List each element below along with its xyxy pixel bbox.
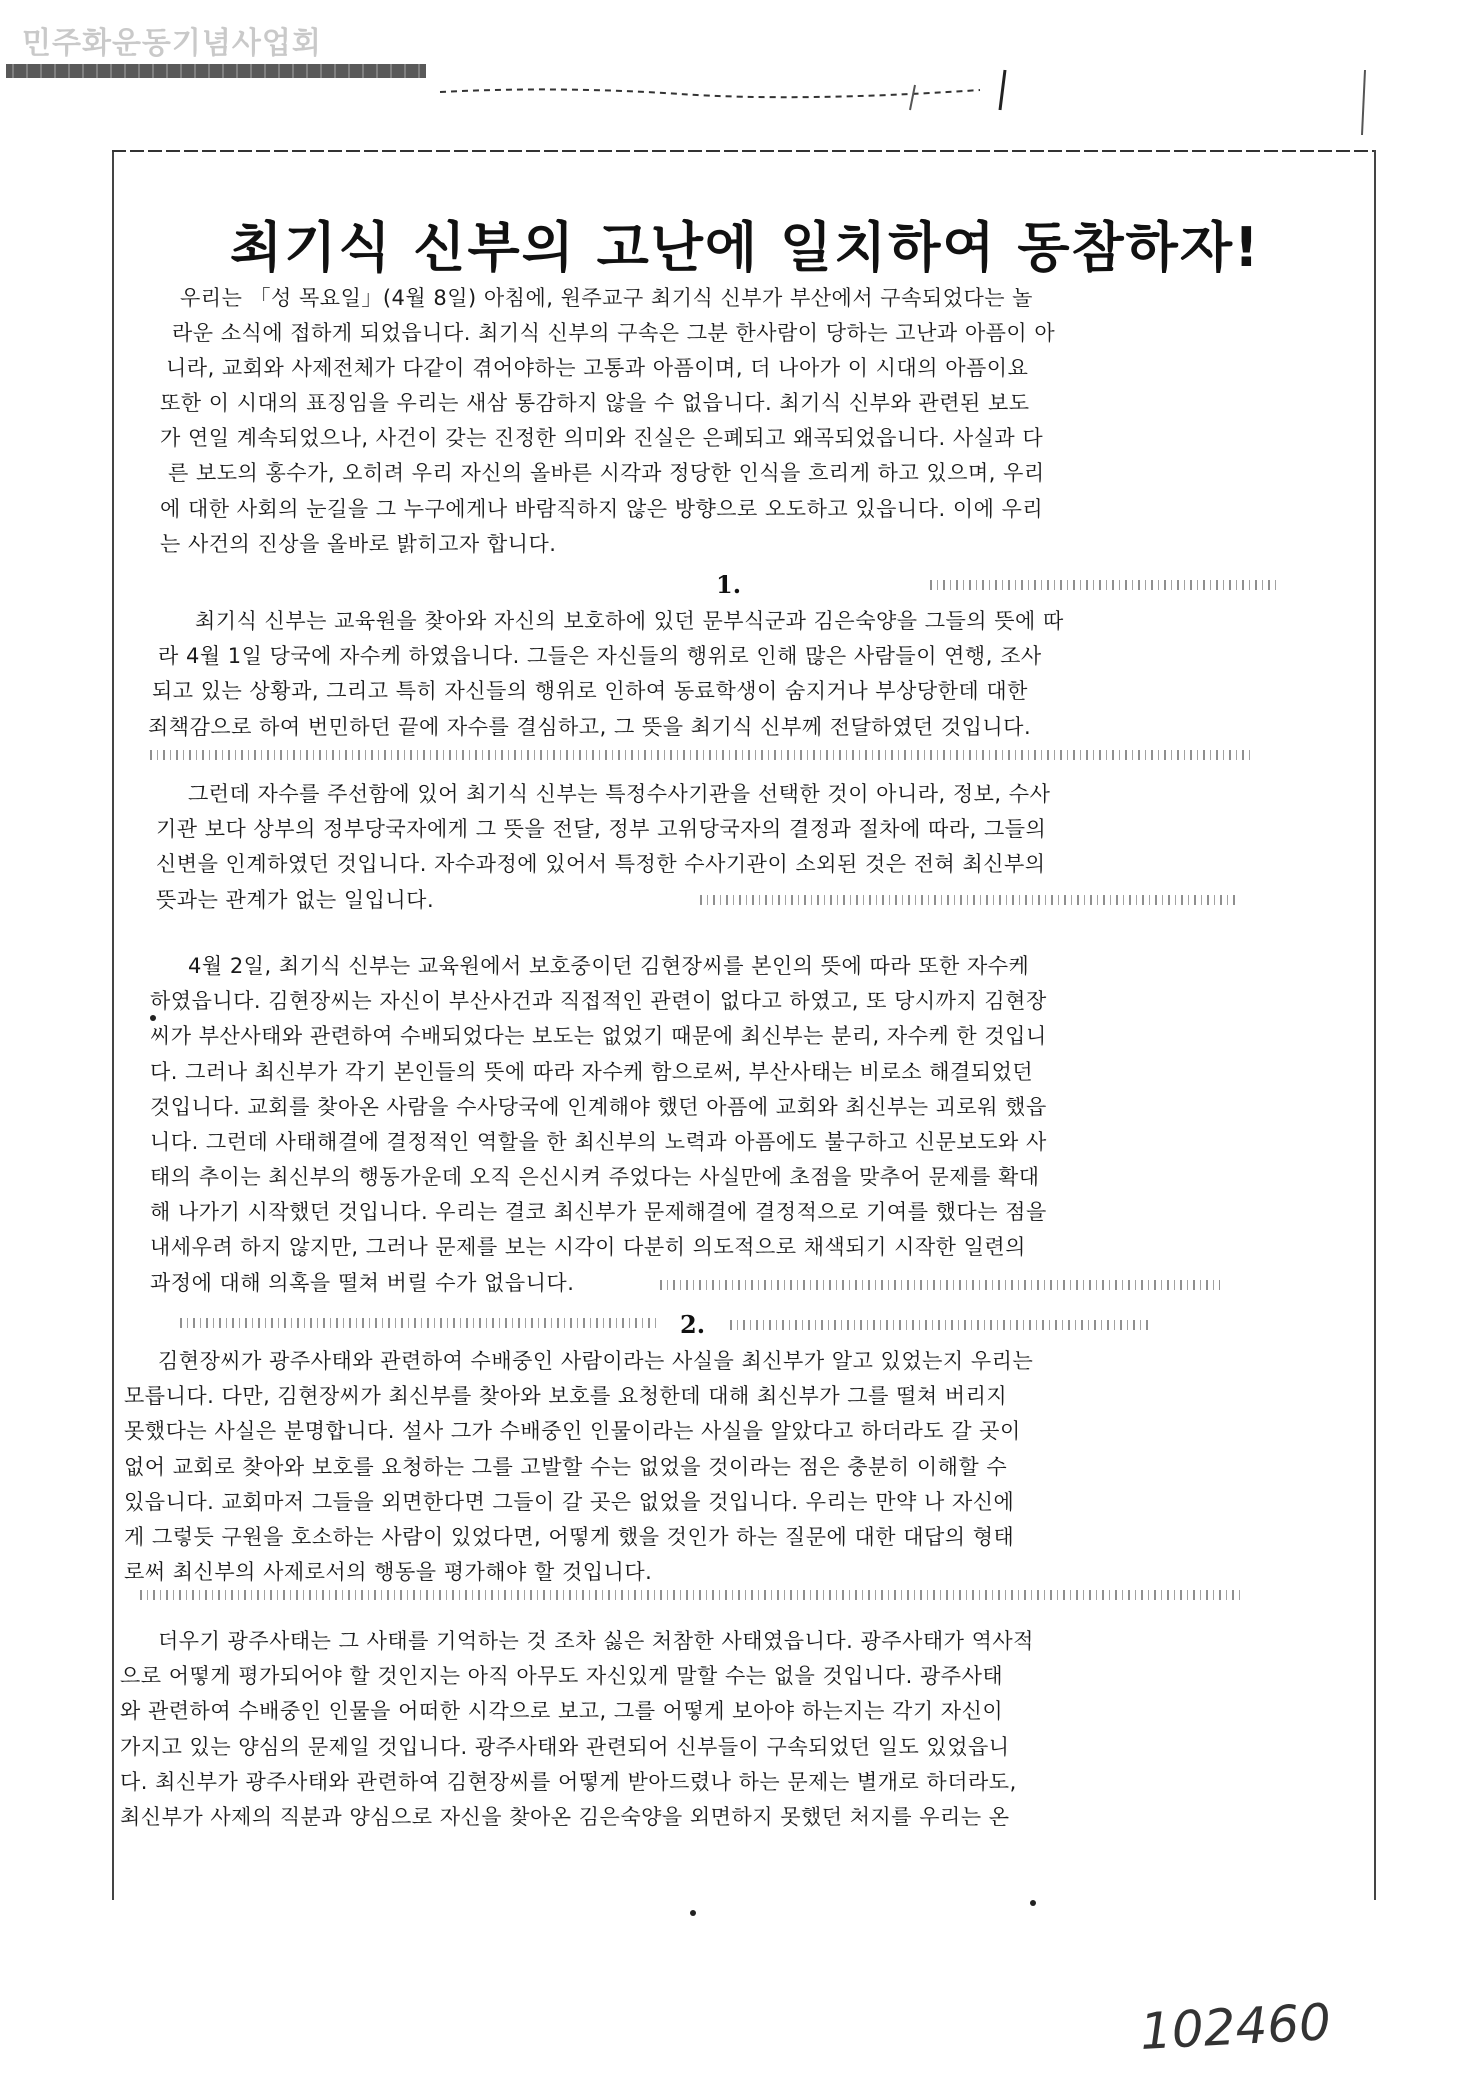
section1-line: 되고 있는 상황과, 그리고 특히 자신들의 행위로 인하여 동료학생이 숨지거나 부상당한데 대한: [152, 679, 1028, 703]
intro-line: 또한 이 시대의 표징임을 우리는 새삼 통감하지 않을 수 없읍니다. 최기식 신부와 관련된 보도: [160, 391, 1030, 415]
section1-line: 다. 그러나 최신부가 각기 본인들의 뜻에 따라 자수케 함으로써, 부산사태는 비로소 해결되었던: [150, 1060, 1034, 1084]
section1-line: 태의 추이는 최신부의 행동가운데 오직 은신시켜 주었다는 사실만에 초점을 맞추어 문제를 확대: [150, 1165, 1040, 1189]
section1-line: 최기식 신부는 교육원을 찾아와 자신의 보호하에 있던 문부식군과 김은숙양을 그들의 뜻에 따: [195, 609, 1064, 633]
scan-noise: [930, 580, 1280, 590]
section2-line: 게 그렇듯 구원을 호소하는 사람이 있었다면, 어떻게 했을 것인가 하는 질문에 대한 대답의 형태: [124, 1525, 1015, 1549]
document-title: 최기식 신부의 고난에 일치하여 동참하자!: [230, 216, 1261, 279]
section1-line: 니다. 그런데 사태해결에 결정적인 역할을 한 최신부의 노력과 아픔에도 불구하고 신문보도와 사: [150, 1130, 1047, 1154]
section1-line: 과정에 대해 의혹을 떨쳐 버릴 수가 없읍니다.: [150, 1271, 575, 1295]
section1-line: 죄책감으로 하여 번민하던 끝에 자수를 결심하고, 그 뜻을 최기식 신부께 전달하였던 것입니다.: [148, 715, 1032, 739]
scan-noise: [730, 1320, 1150, 1330]
intro-line: 니라, 교회와 사제전체가 다같이 겪어야하는 고통과 아픔이며, 더 나아가 이 시대의 아픔이요: [166, 356, 1029, 380]
section1-line: 해 나가기 시작했던 것입니다. 우리는 결코 최신부가 문제해결에 결정적으로 기여를 했다는 점을: [150, 1200, 1047, 1224]
section2-line: 으로 어떻게 평가되어야 할 것인지는 아직 아무도 자신있게 말할 수는 없을 것입니다. 광주사태: [120, 1664, 1004, 1688]
intro-line: 는 사건의 진상을 올바로 밝히고자 합니다.: [160, 532, 557, 556]
section1-line: 기관 보다 상부의 정부당국자에게 그 뜻을 전달, 정부 고위당국자의 결정과 절차에 따라, 그들의: [156, 817, 1047, 841]
section1-line: 라 4월 1일 당국에 자수케 하였읍니다. 그들은 자신들의 행위로 인해 많은 사람들이 연행, 조사: [158, 644, 1042, 668]
section2-line: 없어 교회로 찾아와 보호를 요청하는 그를 고발할 수는 없었을 것이라는 점은 충분히 이해할 수: [124, 1455, 1008, 1479]
section1-line: 것입니다. 교회를 찾아온 사람을 수사당국에 인계해야 했던 아픔에 교회와 최신부는 괴로워 했읍: [150, 1095, 1047, 1119]
section2-line: 와 관련하여 수배중인 인물을 어떠한 시각으로 보고, 그를 어떻게 보아야 하는지는 각기 자신이: [120, 1699, 1004, 1723]
section2-line: 김현장씨가 광주사태와 관련하여 수배중인 사람이라는 사실을 최신부가 알고 있었는지 우리는: [158, 1349, 1034, 1373]
section1-line: 그런데 자수를 주선함에 있어 최기식 신부는 특정수사기관을 선택한 것이 아니라, 정보, 수사: [188, 782, 1051, 806]
intro-line: 우리는 「성 목요일」(4월 8일) 아침에, 원주교구 최기식 신부가 부산에서 구속되었다는 놀: [180, 286, 1033, 310]
scan-noise: [700, 895, 1240, 905]
intro-line: 라운 소식에 접하게 되었읍니다. 최기식 신부의 구속은 그분 한사람이 당하는 고난과 아픔이 아: [172, 321, 1056, 345]
watermark: 민주화운동기념사업회: [22, 26, 322, 61]
section2-line: 있읍니다. 교회마저 그들을 외면한다면 그들이 갈 곳은 없었을 것입니다. 우리는 만약 나 자신에: [124, 1490, 1015, 1514]
section1-line: 씨가 부산사태와 관련하여 수배되었다는 보도는 없었기 때문에 최신부는 분리, 자수케 한 것입니: [150, 1024, 1047, 1048]
scan-noise: [180, 1318, 660, 1328]
section2-line: 최신부가 사제의 직분과 양심으로 자신을 찾아온 김은숙양을 외면하지 못했던 처지를 우리는 온: [120, 1805, 1010, 1829]
intro-line: 른 보도의 홍수가, 오히려 우리 자신의 올바른 시각과 정당한 인식을 흐리게 하고 있으며, 우리: [168, 461, 1045, 485]
scan-noise: [150, 750, 1250, 760]
section1-line: 뜻과는 관계가 없는 일입니다.: [156, 888, 435, 912]
section1-line: 내세우려 하지 않지만, 그러나 문제를 보는 시각이 다분히 의도적으로 채색되기 시작한 일련의: [150, 1235, 1026, 1259]
section1-line: 하였읍니다. 김현장씨는 자신이 부산사건과 직접적인 관련이 없다고 하였고, 또 당시까지 김현장: [150, 989, 1047, 1013]
handwritten-page-number: 102460: [1138, 1993, 1333, 2061]
section-number: 1.: [716, 570, 742, 599]
section2-line: 가지고 있는 양심의 문제일 것입니다. 광주사태와 관련되어 신부들이 구속되었던 일도 있었읍니: [120, 1735, 1010, 1759]
scan-noise: [140, 1590, 1240, 1600]
section1-line: 4월 2일, 최기식 신부는 교육원에서 보호중이던 김현장씨를 본인의 뜻에 따라 또한 자수케: [188, 954, 1030, 978]
section-number: 2.: [680, 1310, 706, 1339]
scan-noise: [660, 1280, 1220, 1290]
scan-marks: [0, 0, 1479, 140]
section2-line: 로써 최신부의 사제로서의 행동을 평가해야 할 것입니다.: [124, 1560, 653, 1584]
page-frame-top: [112, 150, 1374, 152]
intro-line: 에 대한 사회의 눈길을 그 누구에게나 바람직하지 않은 방향으로 오도하고 있읍니다. 이에 우리: [160, 497, 1044, 521]
intro-line: 가 연일 계속되었으나, 사건이 갖는 진정한 의미와 진실은 은폐되고 왜곡되었읍니다. 사실과 다: [160, 426, 1044, 450]
section2-line: 더우기 광주사태는 그 사태를 기억하는 것 조차 싫은 처참한 사태였읍니다. 광주사태가 역사적: [158, 1629, 1034, 1653]
section2-line: 못했다는 사실은 분명합니다. 설사 그가 수배중인 인물이라는 사실을 알았다고 하더라도 갈 곳이: [124, 1419, 1021, 1443]
section2-line: 다. 최신부가 광주사태와 관련하여 김현장씨를 어떻게 받아드렸나 하는 문제는 별개로 하더라도,: [120, 1770, 1017, 1794]
section2-line: 모릅니다. 다만, 김현장씨가 최신부를 찾아와 보호를 요청한데 대해 최신부가 그를 떨쳐 버리지: [124, 1384, 1008, 1408]
section1-line: 신변을 인계하였던 것입니다. 자수과정에 있어서 특정한 수사기관이 소외된 것은 전혀 최신부의: [156, 852, 1046, 876]
